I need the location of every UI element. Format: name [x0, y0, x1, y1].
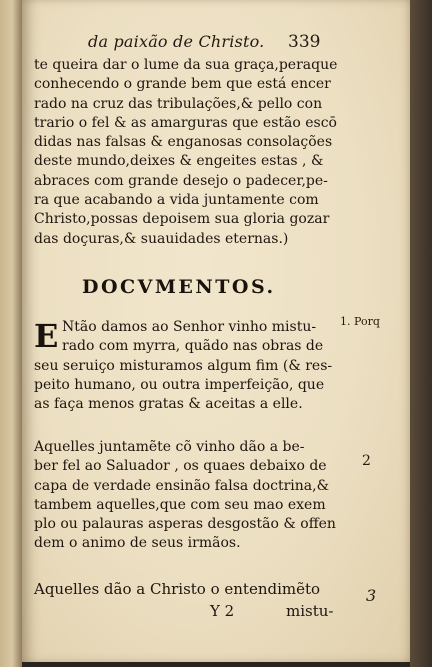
text-line: trario o fel & as amarguras que estão escō	[34, 114, 337, 131]
text-line: dem o animo de seus irmãos.	[34, 535, 241, 552]
margin-note-2: 2	[362, 453, 371, 469]
text-line: ra que acabando a vida juntamente com	[34, 192, 319, 209]
text-line: Aquelles dão a Christo o entendimẽto	[34, 580, 321, 598]
paragraph-4	[34, 580, 334, 599]
text-line: capa de verdade ensinão falsa doctrina,&	[34, 477, 330, 494]
drop-cap: E	[34, 317, 59, 355]
paragraph-2	[34, 318, 334, 414]
signature-mark: Y 2	[210, 602, 235, 620]
text-line: ber fel ao Saluador , os quaes debaixo de	[34, 458, 327, 475]
paragraph-1	[34, 56, 338, 249]
text-line: das doçuras,& suauidades eternas.)	[34, 230, 289, 247]
text-line: rado na cruz das tribulações,& pello con	[34, 95, 323, 112]
margin-note-3: 3	[366, 586, 377, 605]
running-title: da paixão de Christo.	[88, 32, 265, 51]
section-heading: DOCVMENTOS.	[82, 276, 276, 298]
text-line: conhecendo o grande bem que está encer	[34, 76, 331, 93]
text-line: didas nas falsas & enganosas consolações	[34, 134, 333, 151]
text-line: peito humano, ou outra imperfeição, que	[34, 376, 325, 393]
text-line: Aquelles juntamẽte cõ vinho dão a be-	[34, 439, 305, 455]
page-number: 339	[288, 32, 321, 52]
text-line: rado com myrra, quãdo nas obras de	[62, 338, 324, 355]
text-line: plo ou palauras asperas desgostão & offen	[34, 516, 336, 533]
text-line: as faça menos gratas & aceitas a elle.	[34, 396, 303, 413]
paragraph-3	[34, 438, 334, 554]
text-line: te queira dar o lume da sua graça,peraque	[34, 57, 338, 73]
text-line: deste mundo,deixes & engeites estas , &	[34, 153, 324, 170]
text-line: tambem aquelles,que com seu mao exem	[34, 496, 326, 513]
text-line: Christo,possas depoisem sua gloria gozar	[34, 211, 330, 228]
facing-page-edge	[0, 0, 22, 667]
margin-note-1: 1. Porq	[340, 315, 380, 328]
text-line: abraces com grande desejo o padecer,pe-	[34, 172, 328, 189]
catchword: mistu-	[286, 602, 334, 620]
text-line: Ntão damos ao Senhor vinho mistu-	[62, 319, 317, 335]
book-edge-shadow	[410, 0, 432, 667]
text-line: seu seruiço misturamos algum fim (& res-	[34, 357, 333, 374]
